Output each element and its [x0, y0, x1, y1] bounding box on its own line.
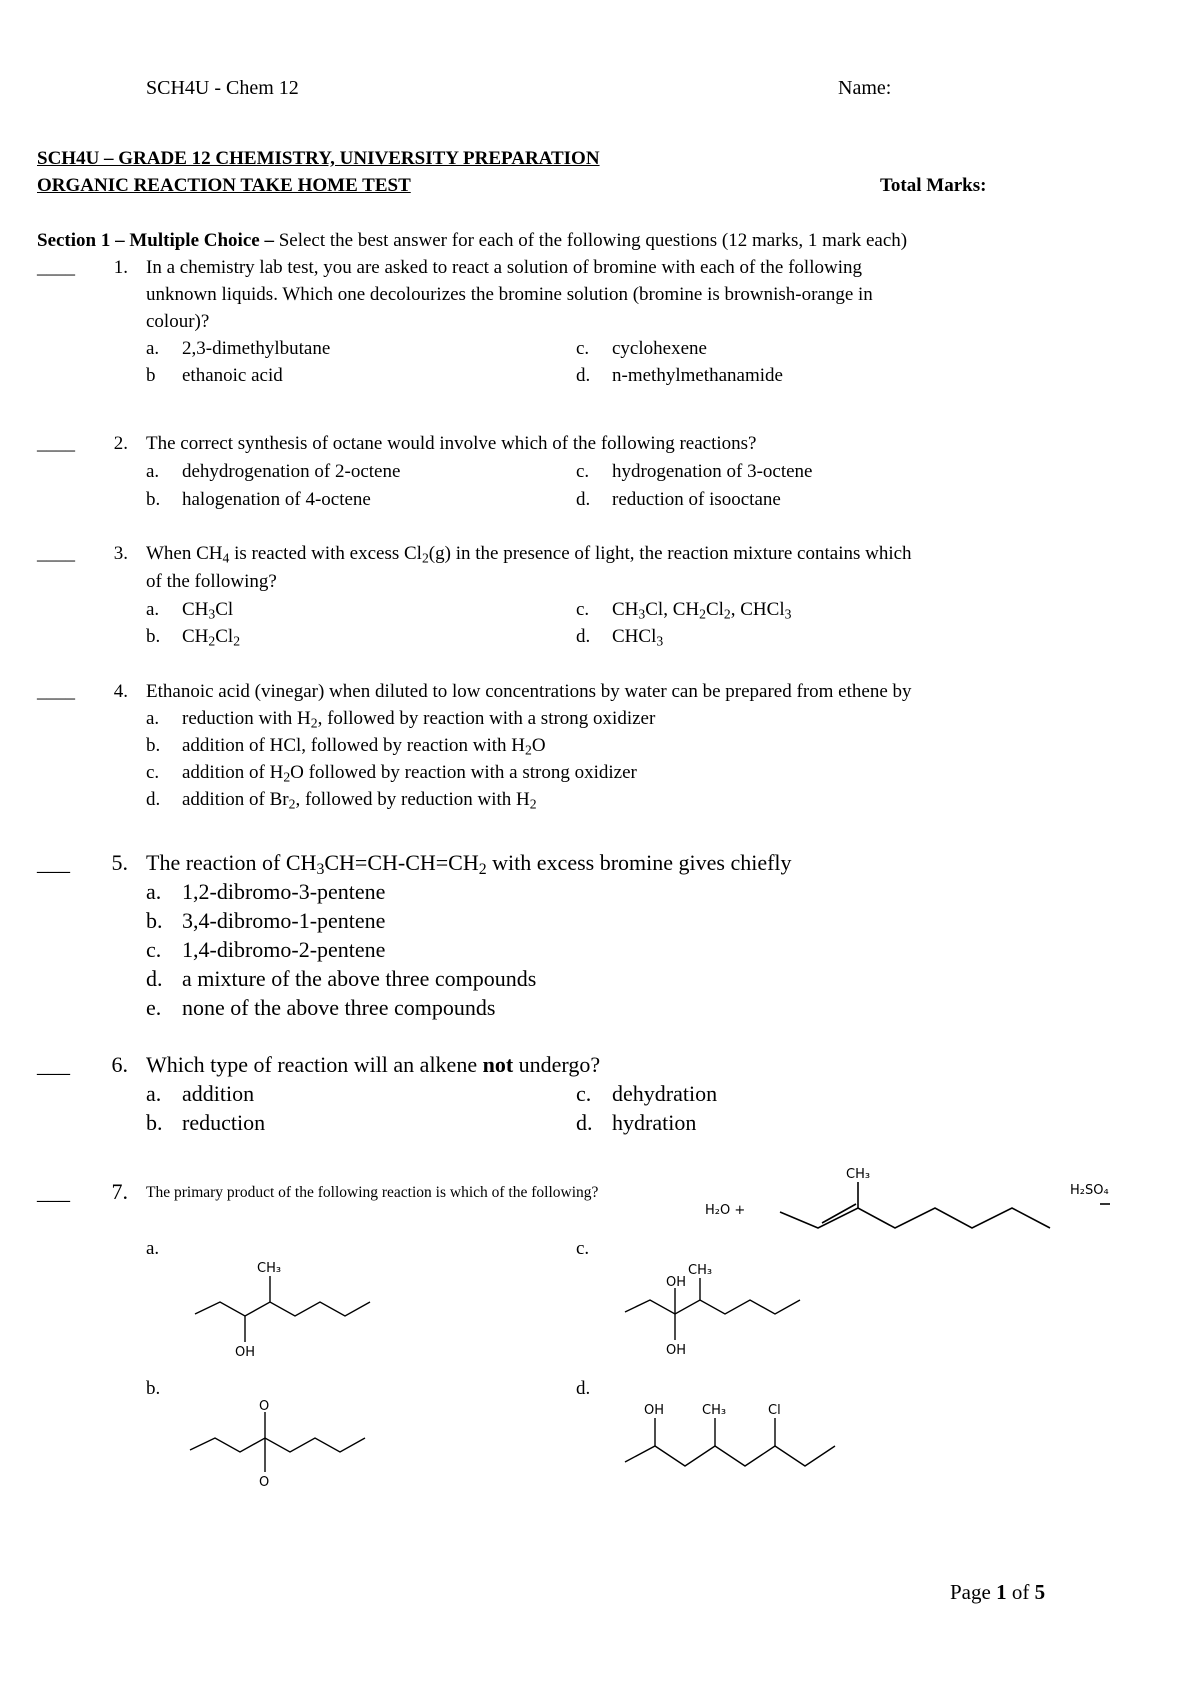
subscript: 2: [421, 550, 429, 566]
hydroxyl-label-top: OH: [666, 1275, 687, 1290]
question-text: The correct synthesis of octane would involve which of the following reactions?: [146, 433, 757, 454]
chain-bonds: [625, 1446, 835, 1466]
option-letter: d.: [576, 365, 591, 386]
option-letter: c.: [576, 1081, 592, 1106]
option-letter: b.: [146, 908, 163, 933]
option-a: [182, 708, 655, 731]
option-d: hydration: [612, 1110, 697, 1135]
option-d-structure: [620, 1396, 880, 1496]
text-run: Cl: [215, 599, 234, 620]
catalyst-label: H₂SO₄: [1070, 1183, 1109, 1198]
text-run: Cl: [215, 626, 234, 647]
option-letter: b.: [146, 1378, 161, 1399]
option-c: hydrogenation of 3-octene: [612, 461, 813, 482]
option-letter: d.: [576, 489, 591, 510]
text-run: O: [531, 735, 546, 756]
option-letter: a.: [146, 708, 160, 729]
subscript: 2: [283, 769, 291, 785]
text-run: CH=CH-CH=CH: [324, 850, 479, 875]
option-letter: d.: [146, 789, 161, 810]
option-c: [612, 599, 791, 622]
option-d: n-methylmethanamide: [612, 365, 783, 386]
option-d: reduction of isooctane: [612, 489, 781, 510]
question-text: [146, 850, 792, 876]
option-d: a mixture of the above three compounds: [182, 966, 537, 991]
double-bond-line: [822, 1204, 856, 1223]
alkene-skeleton: [780, 1208, 1050, 1228]
course-code: SCH4U - Chem 12: [146, 77, 299, 99]
text-run: Which type of reaction will an alkene: [146, 1052, 483, 1077]
emphasis: not: [482, 1052, 514, 1077]
option-b: ethanoic acid: [182, 365, 283, 386]
option-letter: e.: [146, 995, 162, 1020]
text-run: , followed by reduction with H: [295, 789, 530, 810]
section1-label: Section 1 – Multiple Choice –: [37, 230, 274, 251]
option-letter: b.: [146, 735, 161, 756]
question-text: of the following?: [146, 571, 277, 592]
option-letter: c.: [146, 937, 162, 962]
option-c: dehydration: [612, 1081, 718, 1106]
subscript: 3: [656, 633, 664, 649]
text-run: , CHCl: [730, 599, 785, 620]
text-run: undergo?: [513, 1052, 601, 1077]
text-run: addition of HCl, followed by reaction with H: [182, 735, 525, 756]
test-title-line1: SCH4U – GRADE 12 CHEMISTRY, UNIVERSITY PREPARATION: [37, 148, 600, 169]
text-run: CH: [182, 599, 209, 620]
option-b: 3,4-dibromo-1-pentene: [182, 908, 386, 933]
option-letter: b.: [146, 626, 161, 647]
option-letter: c.: [576, 599, 590, 620]
text-run: The reaction of CH: [146, 850, 317, 875]
name-label: Name:: [838, 77, 892, 99]
question-text: colour)?: [146, 311, 210, 332]
option-letter: a.: [146, 879, 162, 904]
option-letter: c.: [576, 1238, 590, 1259]
page-number: [950, 1580, 1045, 1605]
option-c: 1,4-dibromo-2-pentene: [182, 937, 386, 962]
option-b: [182, 735, 546, 758]
subscript: 3: [316, 860, 325, 878]
answer-blank[interactable]: ___: [37, 1052, 70, 1077]
option-b-structure: [185, 1396, 415, 1496]
water-label: H₂O +: [705, 1203, 746, 1218]
option-letter: a.: [146, 461, 160, 482]
oxygen-label-bottom: O: [259, 1475, 270, 1490]
subscript: 3: [784, 606, 792, 622]
subscript: 2: [723, 606, 731, 622]
methyl-label: CH₃: [702, 1403, 727, 1418]
oxygen-label-top: O: [259, 1399, 270, 1414]
question-text: In a chemistry lab test, you are asked to react a solution of bromine with each of the following: [146, 257, 862, 278]
section1-instructions: Select the best answer for each of the following questions (12 marks, 1 mark each): [273, 230, 908, 251]
text-run: of: [1006, 1580, 1035, 1604]
text-run: is reacted with excess Cl: [229, 543, 422, 564]
text-run: addition of Br: [182, 789, 289, 810]
option-b: reduction: [182, 1110, 266, 1135]
subscript: 4: [222, 550, 230, 566]
option-d: [182, 789, 537, 812]
question-number: 5.: [111, 850, 128, 875]
question-number: 7.: [111, 1179, 128, 1204]
option-letter: d.: [576, 1378, 591, 1399]
option-c: cyclohexene: [612, 338, 707, 359]
option-c-structure: [620, 1256, 860, 1366]
option-letter: b: [146, 365, 156, 386]
subscript: 2: [288, 796, 296, 812]
option-e: none of the above three compounds: [182, 995, 496, 1020]
chloro-label: Cl: [768, 1403, 781, 1418]
option-a: dehydrogenation of 2-octene: [182, 461, 401, 482]
methyl-label: CH₃: [257, 1261, 282, 1276]
methyl-label: CH₃: [688, 1263, 713, 1278]
question-number: 6.: [111, 1052, 128, 1077]
current-page: 1: [996, 1580, 1007, 1604]
question-number: 1.: [113, 257, 128, 278]
text-run: CH: [612, 599, 639, 620]
text-run: with excess bromine gives chiefly: [486, 850, 792, 875]
option-c: [182, 762, 637, 785]
answer-blank[interactable]: ____: [37, 257, 75, 278]
question-number: 2.: [113, 433, 128, 454]
text-run: Cl, CH: [645, 599, 700, 620]
hydroxyl-label: OH: [644, 1403, 665, 1418]
subscript: 2: [529, 796, 537, 812]
answer-blank[interactable]: ___: [37, 850, 70, 875]
text-run: O followed by reaction with a strong oxidizer: [290, 762, 637, 783]
text-run: Cl: [705, 599, 724, 620]
subscript: 2: [478, 860, 487, 878]
option-a-structure: [185, 1256, 415, 1366]
question-text: [146, 1052, 600, 1078]
subscript: 3: [638, 606, 646, 622]
test-title-line2: ORGANIC REACTION TAKE HOME TEST: [37, 175, 411, 196]
answer-blank[interactable]: ____: [37, 433, 75, 454]
answer-blank[interactable]: ___: [37, 1179, 70, 1204]
subscript: 2: [233, 633, 241, 649]
hydroxyl-label: OH: [235, 1345, 256, 1360]
text-run: , followed by reaction with a strong oxidizer: [317, 708, 656, 729]
question-text: The primary product of the following reaction is which of the following?: [146, 1184, 599, 1201]
option-b: [182, 626, 240, 649]
subscript: 2: [525, 742, 532, 758]
chain-bonds: [625, 1300, 800, 1314]
text-run: Page: [950, 1580, 997, 1604]
option-letter: c.: [576, 338, 590, 359]
text-run: CHCl: [612, 626, 657, 647]
question-text: [146, 543, 912, 566]
chain-bonds: [195, 1302, 370, 1316]
option-letter: d.: [576, 626, 591, 647]
option-b: halogenation of 4-octene: [182, 489, 371, 510]
option-a: 1,2-dibromo-3-pentene: [182, 879, 386, 904]
reaction-scheme: [700, 1160, 1110, 1250]
option-a: 2,3-dimethylbutane: [182, 338, 331, 359]
question-number: 4.: [113, 681, 128, 702]
methyl-label: CH₃: [846, 1167, 871, 1182]
text-run: addition of H: [182, 762, 284, 783]
chain-bonds: [190, 1438, 365, 1452]
section1-heading: [37, 230, 907, 253]
answer-blank[interactable]: ____: [37, 543, 75, 564]
text-run: (g) in the presence of light, the reaction mixture contains which: [428, 543, 912, 564]
question-number: 3.: [113, 543, 128, 564]
text-run: When CH: [146, 543, 223, 564]
option-letter: d.: [146, 966, 163, 991]
text-run: reduction with H: [182, 708, 311, 729]
question-text: Ethanoic acid (vinegar) when diluted to low concentrations by water can be prepared from ethene by: [146, 681, 912, 702]
text-run: CH: [182, 626, 209, 647]
option-letter: a.: [146, 1081, 162, 1106]
option-letter: a.: [146, 338, 160, 359]
option-a: addition: [182, 1081, 255, 1106]
subscript: 2: [208, 633, 216, 649]
option-letter: b.: [146, 489, 161, 510]
total-marks-label: Total Marks:: [880, 175, 987, 196]
question-text: unknown liquids. Which one decolourizes the bromine solution (bromine is brownish-orange in: [146, 284, 873, 305]
option-letter: c.: [146, 762, 160, 783]
hydroxyl-label-bottom: OH: [666, 1343, 687, 1358]
option-letter: a.: [146, 1238, 160, 1259]
option-letter: a.: [146, 599, 160, 620]
total-pages: 5: [1034, 1580, 1046, 1604]
subscript: 2: [699, 606, 706, 622]
option-d: [612, 626, 663, 649]
subscript: 3: [208, 606, 216, 622]
option-letter: b.: [146, 1110, 163, 1135]
option-letter: d.: [576, 1110, 593, 1135]
subscript: 2: [310, 715, 318, 731]
option-a: [182, 599, 233, 622]
answer-blank[interactable]: ____: [37, 681, 75, 702]
option-letter: c.: [576, 461, 590, 482]
